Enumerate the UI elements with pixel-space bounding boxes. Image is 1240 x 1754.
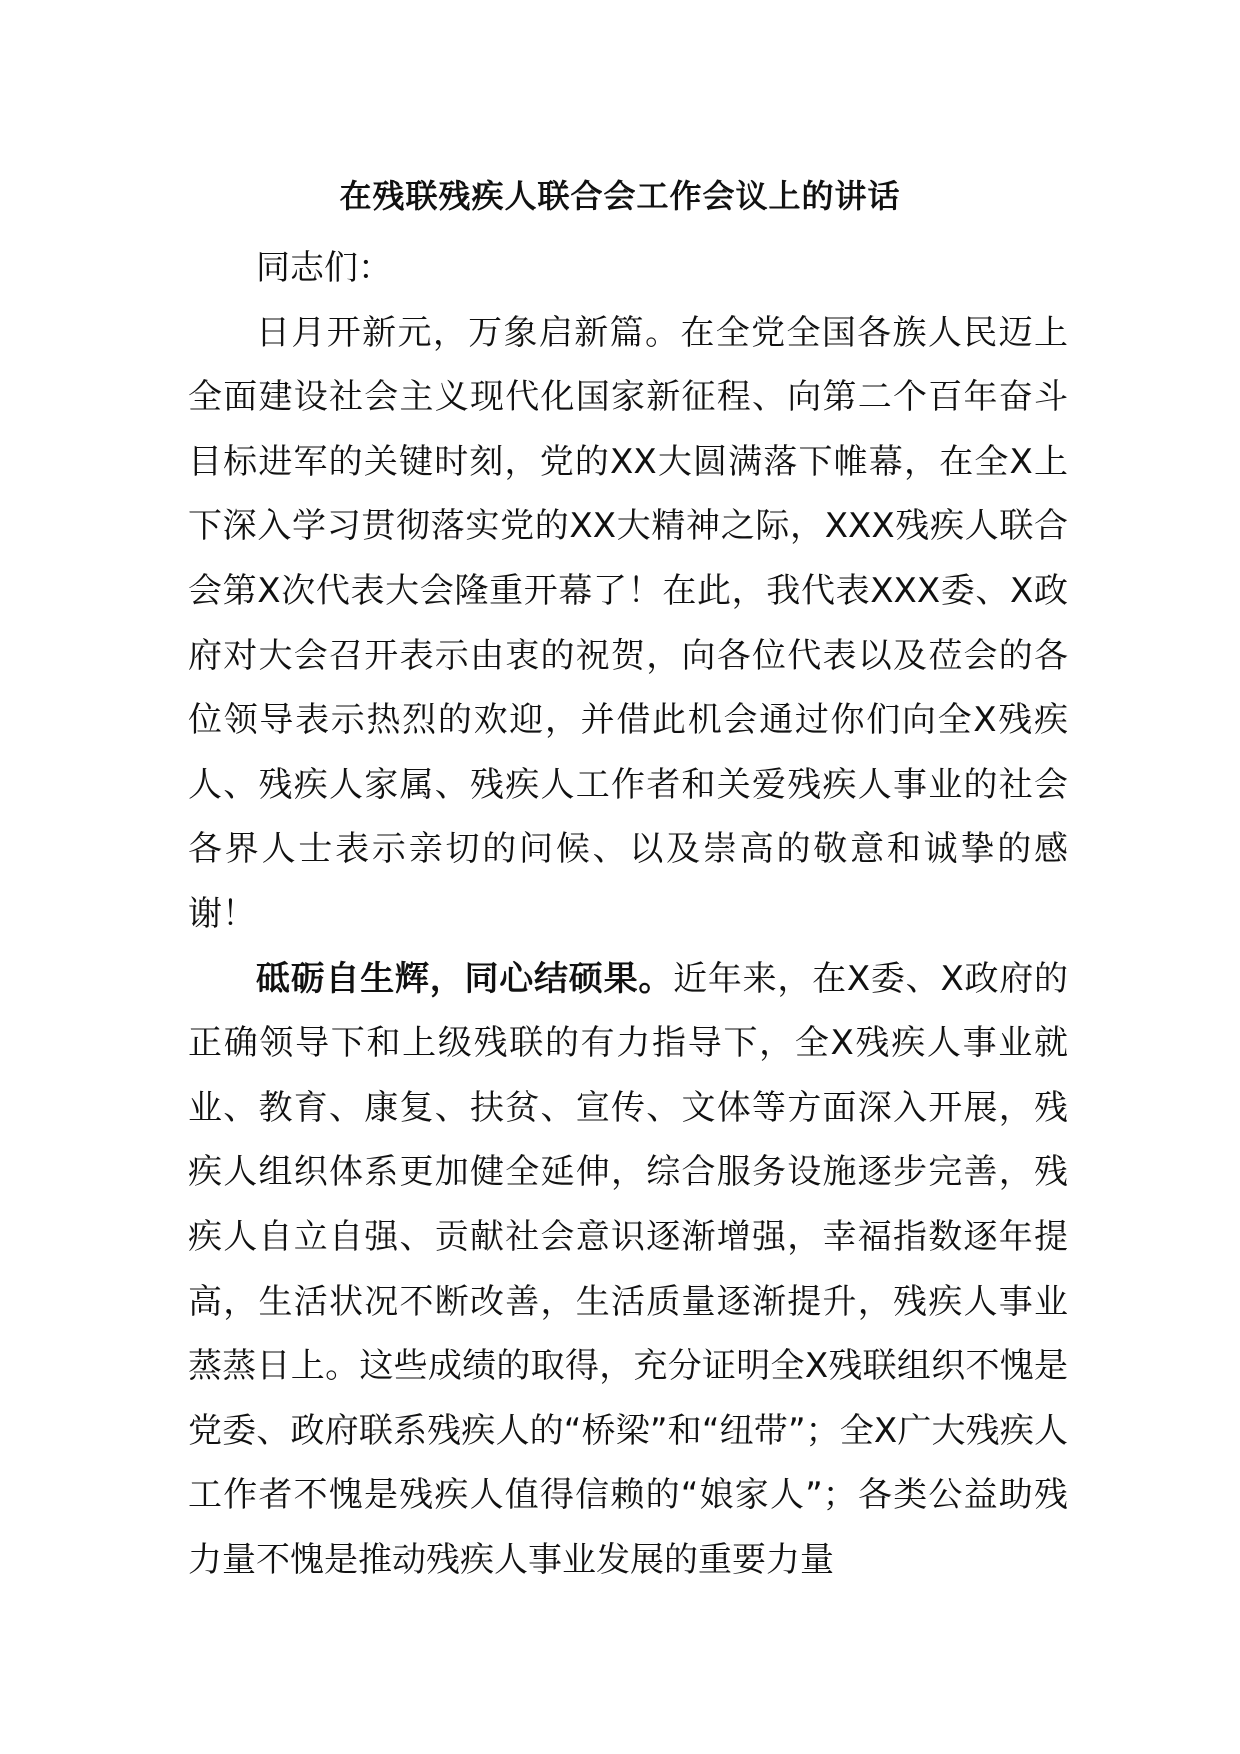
paragraph (188, 301, 1068, 947)
paragraph-text: 近年来，在X委、X政府的正确领导下和上级残联的有力指导下，全X残疾人事业就业、教育、康复、扶贫、宣传、文体等方面深入开展，残疾人组织体系更加健全延伸，综合服务设施逐步完善，残疾人自立自强、贡献社会意识逐渐增强，幸福指数逐年提高，生活状况不断改善，生活质量逐渐提升，残疾人事业蒸蒸日上。这些成绩的取得，充分证明全X残联组织不愧是党委、政府联系残疾人的“桥梁”和“纽带”；全X广大残疾人工作者不愧是残疾人值得信赖的“娘家人”；各类公益助残力量不愧是推动残疾人事业发展的重要力量 (188, 958, 1069, 1580)
paragraph-text: 日月开新元，万象启新篇。在全党全国各族人民迈上全面建设社会主义现代化国家新征程、向第二个百年奋斗目标进军的关键时刻，党的XX大圆满落下帷幕，在全X上下深入学习贯彻落实党的XX大精神之际，XXX残疾人联合会第X次代表大会隆重开幕了！在此，我代表XXX委、X政府对大会召开表示由衷的祝贺，向各位代表以及莅会的各位领导表示热烈的欢迎，并借此机会通过你们向全X残疾人、残疾人家属、残疾人工作者和关爱残疾人事业的社会各界人士表示亲切的问候、以及崇高的敬意和诚挚的感谢！ (188, 312, 1068, 934)
document-body (188, 236, 1068, 1592)
paragraph (188, 947, 1068, 1593)
paragraph-lead: 砥砺自生辉，同心结硕果。 (256, 958, 674, 999)
salutation: 同志们： (256, 248, 392, 288)
document-title: 在残联残疾人联合会工作会议上的讲话 (339, 177, 901, 215)
